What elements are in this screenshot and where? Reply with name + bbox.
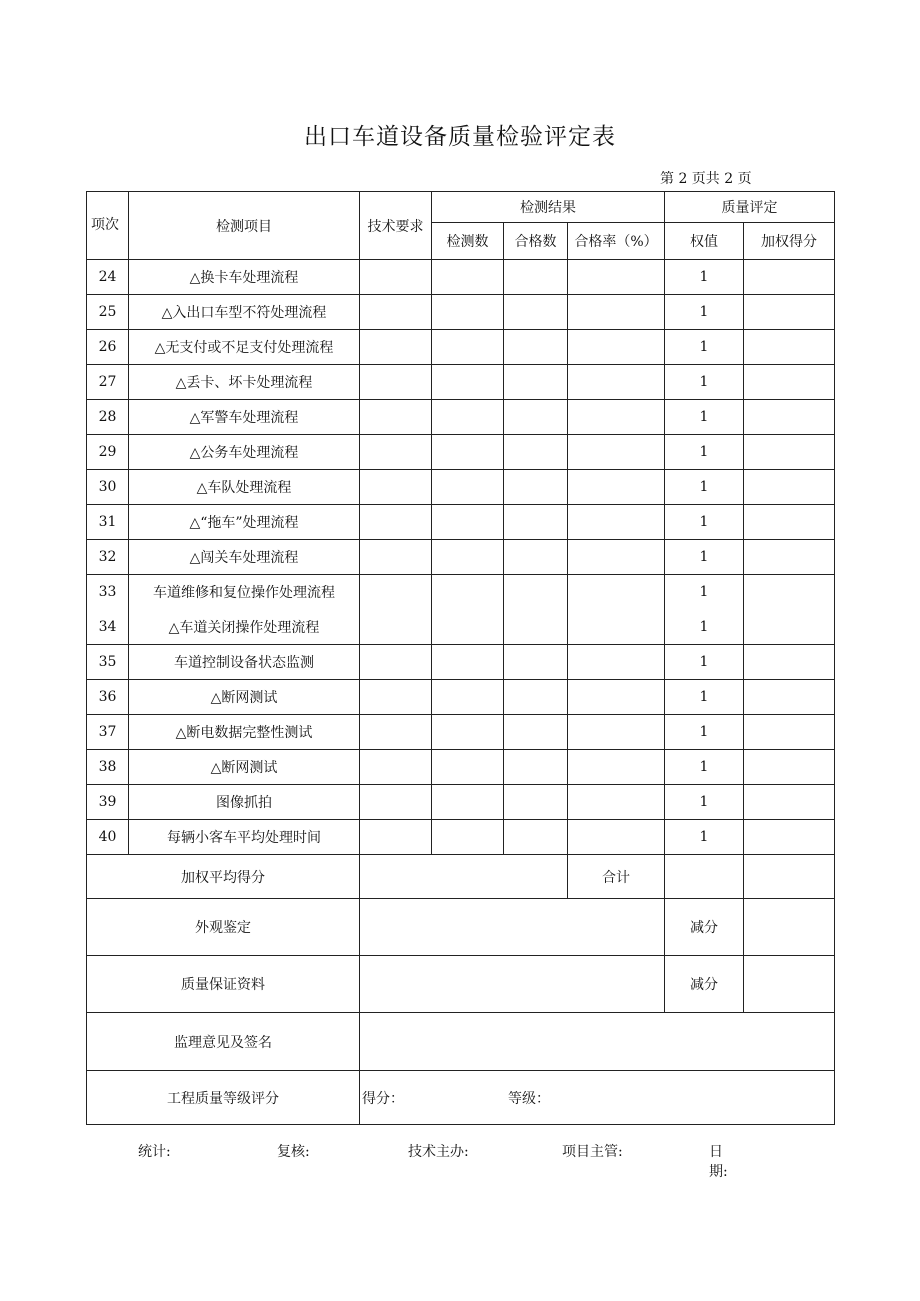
row-item-name: 车道维修和复位操作处理流程 xyxy=(129,575,360,610)
quality-docs-value[interactable] xyxy=(360,956,665,1013)
row-no: 25 xyxy=(87,295,129,330)
row-no: 35 xyxy=(87,645,129,680)
row-weight: 1 xyxy=(665,680,744,715)
score-label: 得分： xyxy=(362,1090,404,1107)
appearance-value[interactable] xyxy=(360,899,665,956)
appearance-deduct-value[interactable] xyxy=(744,899,835,956)
row-weight: 1 xyxy=(665,260,744,295)
row-weight: 1 xyxy=(665,330,744,365)
row-weight: 1 xyxy=(665,295,744,330)
row-item-name: △无支付或不足支付处理流程 xyxy=(129,330,360,365)
row-weight: 1 xyxy=(665,540,744,575)
row-no: 27 xyxy=(87,365,129,400)
appearance-deduct-label: 减分 xyxy=(665,899,744,956)
row-weight: 1 xyxy=(665,610,744,645)
row-item-name: △断网测试 xyxy=(129,680,360,715)
row-weight: 1 xyxy=(665,505,744,540)
row-item-name: △“拖车”处理流程 xyxy=(129,505,360,540)
total-label: 合计 xyxy=(568,855,665,899)
level-label: 等级： xyxy=(508,1090,550,1107)
row-weight: 1 xyxy=(665,575,744,610)
total-score-value[interactable] xyxy=(744,855,835,899)
row-no: 37 xyxy=(87,715,129,750)
row-item-name: △公务车处理流程 xyxy=(129,435,360,470)
row-no: 26 xyxy=(87,330,129,365)
row-item-name: 每辆小客车平均处理时间 xyxy=(129,820,360,855)
grade-value[interactable] xyxy=(360,1071,835,1125)
header-weight: 权值 xyxy=(665,223,744,260)
row-no: 31 xyxy=(87,505,129,540)
row-no: 33 xyxy=(87,575,129,610)
weighted-avg-label: 加权平均得分 xyxy=(87,855,360,899)
row-item-name: △车队处理流程 xyxy=(129,470,360,505)
project-manager-label: 项目主管: xyxy=(562,1144,623,1160)
inspection-table xyxy=(86,191,835,1125)
quality-docs-deduct-value[interactable] xyxy=(744,956,835,1013)
grade-label: 工程质量等级评分 xyxy=(87,1071,360,1125)
row-weight: 1 xyxy=(665,470,744,505)
form-title: 出口车道设备质量检验评定表 xyxy=(304,124,616,150)
row-weight: 1 xyxy=(665,435,744,470)
row-item-name: △断电数据完整性测试 xyxy=(129,715,360,750)
tech-lead-label: 技术主办: xyxy=(408,1144,469,1160)
header-tech-req: 技术要求 xyxy=(360,192,432,260)
header-pass-rate: 合格率（%） xyxy=(568,223,665,260)
supervisor-value[interactable] xyxy=(360,1013,835,1071)
header-weighted-score: 加权得分 xyxy=(744,223,835,260)
row-no: 39 xyxy=(87,785,129,820)
stat-label: 统计: xyxy=(138,1144,171,1160)
row-weight: 1 xyxy=(665,750,744,785)
row-no: 40 xyxy=(87,820,129,855)
page-info: 第 2 页共 2 页 xyxy=(660,171,752,187)
row-no: 36 xyxy=(87,680,129,715)
row-item-name: △入出口车型不符处理流程 xyxy=(129,295,360,330)
header-pass-count: 合格数 xyxy=(504,223,568,260)
row-item-name: △断网测试 xyxy=(129,750,360,785)
date-label-line2: 期: xyxy=(709,1164,728,1180)
signature-footer xyxy=(0,1141,920,1181)
row-item-name: 图像抓拍 xyxy=(129,785,360,820)
row-weight: 1 xyxy=(665,715,744,750)
row-item-name: △车道关闭操作处理流程 xyxy=(129,610,360,645)
row-weight: 1 xyxy=(665,785,744,820)
date-label-line1: 日 xyxy=(709,1144,723,1160)
review-label: 复核: xyxy=(277,1144,310,1160)
row-no: 34 xyxy=(87,610,129,645)
row-item-name: 车道控制设备状态监测 xyxy=(129,645,360,680)
row-weight: 1 xyxy=(665,400,744,435)
row-weight: 1 xyxy=(665,820,744,855)
row-weight: 1 xyxy=(665,645,744,680)
row-weight: 1 xyxy=(665,365,744,400)
header-result-group: 检测结果 xyxy=(432,192,665,223)
header-quality-group: 质量评定 xyxy=(665,192,835,223)
row-item-name: △闯关车处理流程 xyxy=(129,540,360,575)
row-item-name: △军警车处理流程 xyxy=(129,400,360,435)
quality-docs-label: 质量保证资料 xyxy=(87,956,360,1013)
row-no: 24 xyxy=(87,260,129,295)
row-no: 32 xyxy=(87,540,129,575)
row-no: 28 xyxy=(87,400,129,435)
header-check-item: 检测项目 xyxy=(129,192,360,260)
row-item-name: △丢卡、坏卡处理流程 xyxy=(129,365,360,400)
supervisor-label: 监理意见及签名 xyxy=(87,1013,360,1071)
total-weight-value[interactable] xyxy=(665,855,744,899)
row-no: 38 xyxy=(87,750,129,785)
header-count: 检测数 xyxy=(432,223,504,260)
appearance-label: 外观鉴定 xyxy=(87,899,360,956)
row-no: 29 xyxy=(87,435,129,470)
header-item-no: 项次 xyxy=(87,192,129,260)
weighted-avg-value[interactable] xyxy=(360,855,568,899)
row-no: 30 xyxy=(87,470,129,505)
row-item-name: △换卡车处理流程 xyxy=(129,260,360,295)
quality-docs-deduct-label: 减分 xyxy=(665,956,744,1013)
